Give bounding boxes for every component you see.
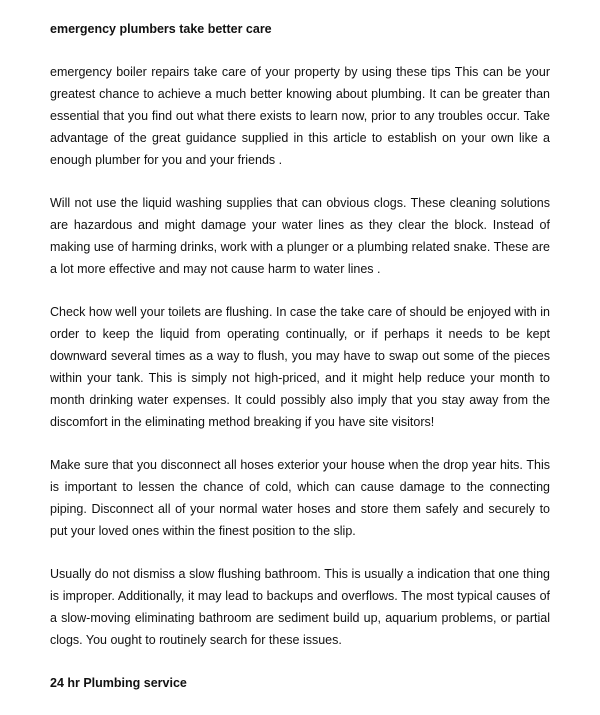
- article-title: emergency plumbers take better care: [50, 22, 272, 36]
- paragraph-disconnect-hoses: Make sure that you disconnect all hoses exterior your house when the drop year hits. This is important to lessen the chance of cold, which can cause damage to the connecting piping. Disconnect all of your normal water hoses and store them safely and securely to put your loved ones within the finest position to the slip.: [50, 458, 550, 538]
- section-subheading: 24 hr Plumbing service: [50, 676, 187, 690]
- paragraph-intro: emergency boiler repairs take care of your property by using these tips This can be your greatest chance to achieve a much better knowing about plumbing. It can be greater than essential that you find out what there exists to learn now, prior to any troubles occur. Take advantage of the great guidance supplied in this article to establish on your own like a enough plumber for you and your friends .: [50, 65, 550, 167]
- paragraph-liquid-cleaners: Will not use the liquid washing supplies that can obvious clogs. These cleaning solutions are hazardous and might damage your water lines as they clear the block. Instead of making use of harming drinks, work with a plunger or a plumbing related snake. These are a lot more effective and may not cause harm to water lines .: [50, 196, 550, 276]
- article: [50, 18, 550, 715]
- paragraph-slow-flushing: Usually do not dismiss a slow flushing bathroom. This is usually a indication that one thing is improper. Additionally, it may lead to backups and overflows. The most typical causes of a slow-moving eliminating bathroom are sediment build up, aquarium problems, or partial clogs. You ought to routinely search for these issues.: [50, 567, 550, 647]
- paragraph-toilet-flushing: Check how well your toilets are flushing. In case the take care of should be enjoyed with in order to keep the liquid from operating continually, or if perhaps it needs to be kept downward several times as a way to flush, you may have to swap out some of the pieces within your tank. This is simply not high-priced, and it might help reduce your month to month drinking water expenses. It could possibly also imply that you stay away from the discomfort in the eliminating method breaking if you have site visitors!: [50, 305, 550, 429]
